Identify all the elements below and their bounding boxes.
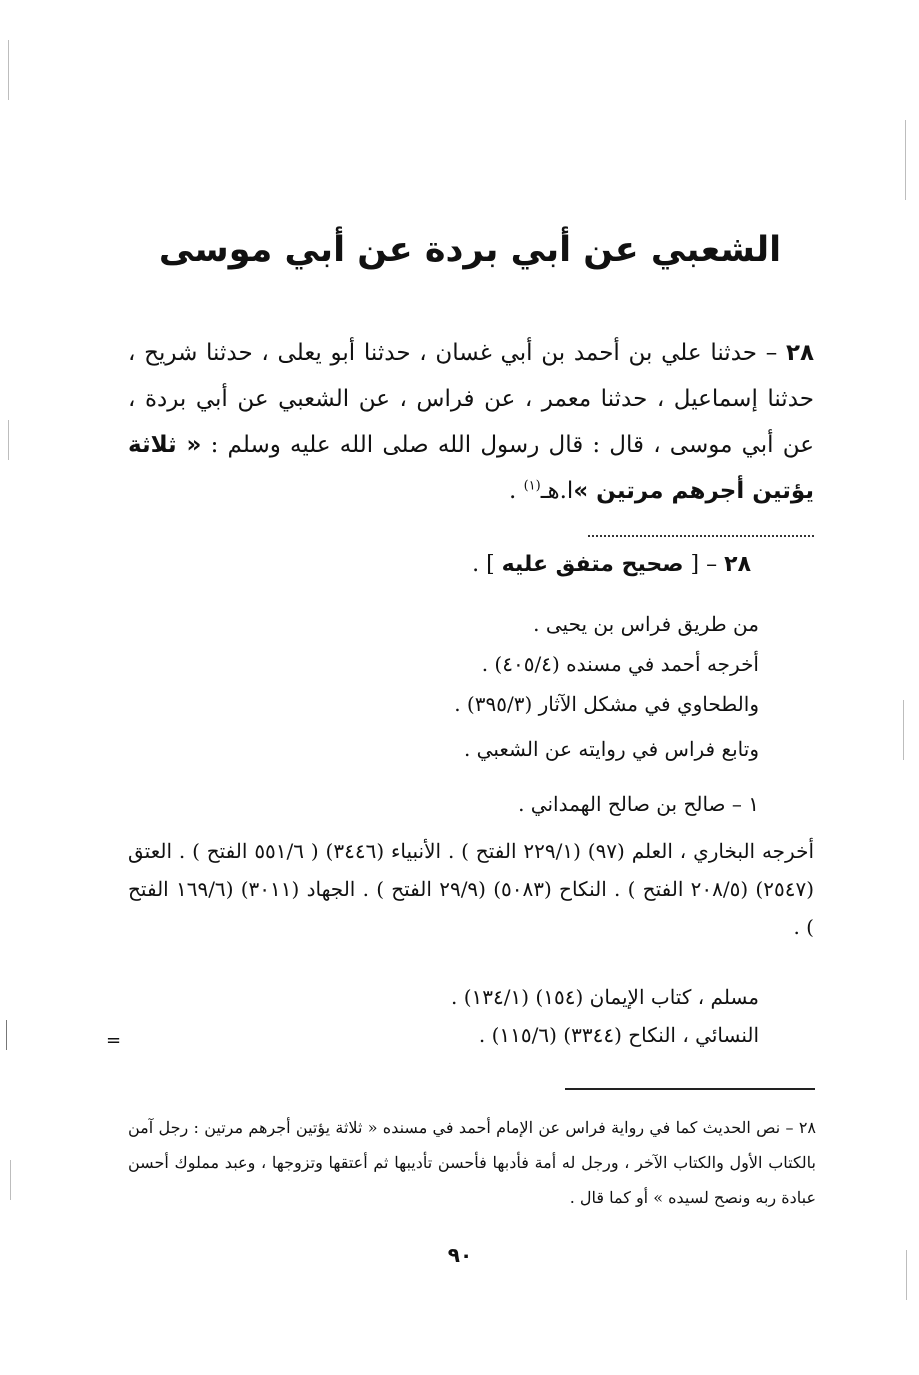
scan-speck	[10, 1160, 11, 1200]
scan-speck	[8, 40, 9, 100]
chapter-title: الشعبي عن أبي بردة عن أبي موسى	[158, 230, 782, 270]
dotted-separator	[588, 535, 814, 537]
footnote-ref: (١)	[523, 478, 541, 494]
scan-speck	[906, 1250, 907, 1300]
hadith-text	[128, 330, 814, 514]
margin-mark: =	[106, 1030, 122, 1051]
hadith-dash: –	[765, 340, 778, 366]
hadith-ending: ا.هـ	[540, 478, 574, 504]
takhrij-line: أخرجه أحمد في مسنده (٤٠٥/٤) .	[481, 652, 759, 676]
takhrij-line: والطحاوي في مشكل الآثار (٣٩٥/٣) .	[454, 692, 759, 716]
hadith-isnad: حدثنا علي بن أحمد بن أبي غسان ، حدثنا أبو يعلى ، حدثنا شريح ، حدثنا إسماعيل ، حدثنا معمر ، عن فراس ، عن الشعبي عن أبي بردة ، عن أبي موسى ، قال : قال رسول الله صلى الله عليه وسلم :	[128, 340, 814, 458]
hadith-final-period: .	[508, 478, 517, 504]
grade-number: ٢٨	[724, 552, 751, 577]
hadith-quote: « ثلاثة يؤتين أجرهم مرتين »	[128, 432, 814, 504]
grade-close: ] .	[472, 552, 495, 577]
scan-speck	[8, 420, 9, 460]
scan-speck	[905, 120, 906, 200]
grade-text: صحيح متفق عليه	[501, 552, 684, 577]
footnote-text: ٢٨ – نص الحديث كما في رواية فراس عن الإمام أحمد في مسنده « ثلاثة يؤتين أجرهم مرتين : رجل آمن بالكتاب الأول والكتاب الآخر ، ورجل له أمة فأدبها فأحسن تأديبها ثم أعتقها وتزوجها ، وعبد مملوك أحسن عبادة ربه ونصح لسيده » أو كما قال .	[128, 1118, 816, 1207]
hadith-grade	[131, 545, 751, 585]
grade-open: [	[690, 552, 700, 577]
scan-speck	[6, 1020, 7, 1050]
grade-dash: –	[706, 552, 718, 577]
footnote-separator	[565, 1088, 815, 1090]
hadith-number: ٢٨	[785, 340, 815, 366]
takhrij-line: من طريق فراس بن يحيى .	[533, 612, 759, 636]
takhrij-nasai: النسائي ، النكاح (٣٣٤٤) (١١٥/٦) .	[478, 1023, 759, 1047]
takhrij-muslim: مسلم ، كتاب الإيمان (١٥٤) (١٣٤/١) .	[451, 985, 759, 1009]
takhrij-line: وتابع فراس في روايته عن الشعبي .	[463, 737, 759, 761]
page-number: ٩٠	[447, 1243, 473, 1267]
takhrij-line: ١ – صالح بن صالح الهمداني .	[518, 792, 759, 816]
takhrij-bukhari: أخرجه البخاري ، العلم (٩٧) (٢٢٩/١ الفتح ) . الأنبياء (٣٤٤٦) ( ٥٥١/٦ الفتح ) . العتق (٢٥٤٧) (٢٠٨/٥ الفتح ) . النكاح (٥٠٨٣) (٢٩/٩ الفتح ) . الجهاد (٣٠١١) (١٦٩/٦ الفتح ) .	[128, 839, 814, 939]
scan-speck	[903, 700, 904, 760]
